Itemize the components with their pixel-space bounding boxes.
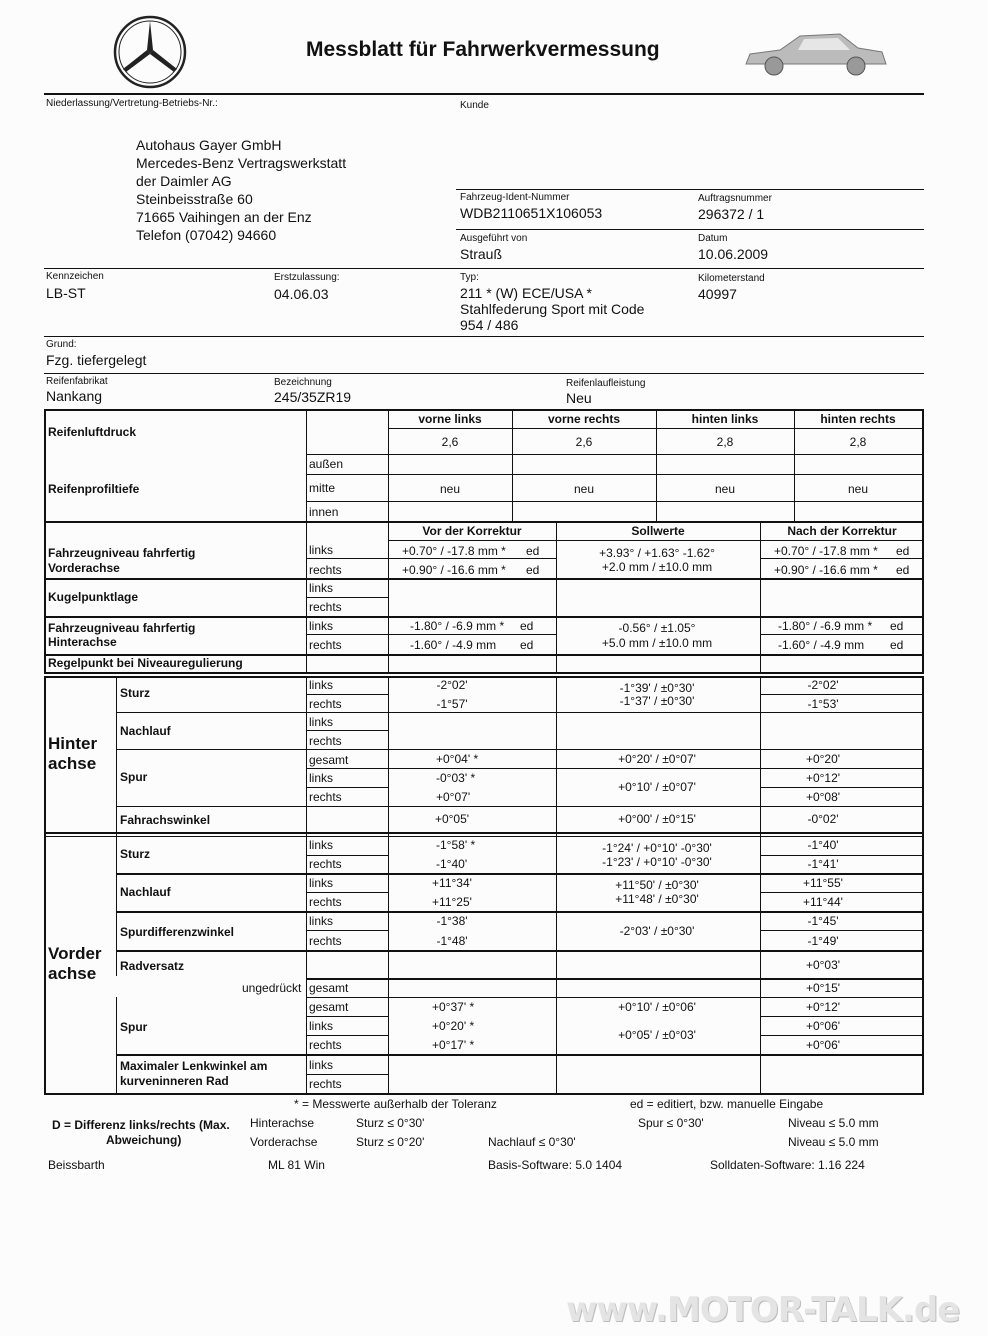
rear-target: +5.0 mm / ±10.0 mm: [601, 636, 713, 650]
ed-mark: ed: [526, 563, 540, 577]
order-label: Auftragsnummer: [698, 193, 772, 204]
row-gesamt: gesamt: [309, 753, 349, 767]
watermark: www.MOTOR-TALK.de: [566, 1290, 960, 1330]
table-col: [44, 836, 46, 1093]
pressure-value: 2,6: [441, 435, 459, 449]
front-spur-gesamt-after: +0°12': [805, 1000, 841, 1014]
front-target: +2.0 mm / ±10.0 mm: [601, 560, 713, 574]
front-target: +3.93° / +1.63° -1.62°: [599, 546, 715, 560]
sturz-hinten: Sturz ≤ 0°30': [356, 1116, 425, 1130]
rear-sturz-label: Sturz: [120, 686, 150, 700]
row-rechts: rechts: [309, 1077, 342, 1091]
tire-maker-label: Reifenfabrikat: [46, 376, 108, 387]
rear-level-label: Fahrzeugniveau fahrfertig: [48, 621, 196, 635]
table-rule: [44, 836, 924, 837]
vorderachse-label: Vorderachse: [250, 1135, 318, 1149]
rear-spur-links-after: +0°12': [805, 771, 841, 785]
note-ed: ed = editiert, bzw. manuelle Eingabe: [630, 1097, 824, 1111]
plate-label: Kennzeichen: [46, 271, 104, 282]
table-rule: [306, 730, 388, 731]
pressure-value: 2,8: [716, 435, 734, 449]
lenkwinkel-label: kurveninneren Rad: [120, 1074, 229, 1088]
row-links: links: [309, 619, 334, 633]
executed-label: Ausgeführt von: [460, 233, 528, 244]
diff-label: D = Differenz links/rechts (Max.: [52, 1118, 230, 1132]
table-rule: [760, 694, 924, 695]
divider: [44, 373, 924, 374]
table-rule: [760, 855, 924, 856]
row-rechts: rechts: [309, 638, 342, 652]
front-nachlauf-target: +11°50' / ±0°30': [615, 878, 699, 892]
row-rechts: rechts: [309, 563, 342, 577]
row-gesamt: gesamt: [309, 1000, 349, 1014]
front-links-after: +0.70° / -17.8 mm *: [774, 544, 878, 558]
model: ML 81 Win: [268, 1158, 325, 1172]
front-nachlauf-links-before: +11°34': [432, 876, 472, 890]
table-rule: [760, 1035, 924, 1036]
col-before: Vor der Korrektur: [422, 524, 522, 538]
ed-mark: ed: [520, 619, 534, 633]
table-rule: [760, 787, 924, 788]
ed-mark: ed: [896, 544, 910, 558]
table-col: [44, 409, 46, 521]
front-spur-rechts-before: +0°17' *: [432, 1038, 475, 1052]
front-sturz-links-after: -1°40': [807, 838, 839, 852]
table-rule: [44, 832, 924, 834]
ungedrueckt-after: +0°15': [805, 981, 841, 995]
table-rule: [44, 409, 924, 411]
header-rule: [44, 93, 924, 95]
table-rule: [116, 950, 924, 952]
dealer-line: 71665 Vaihingen an der Enz: [136, 209, 312, 225]
table-col: [306, 409, 307, 521]
front-nachlauf-links-after: +11°55': [803, 876, 843, 890]
rear-spur-gesamt-target: +0°20' / ±0°07': [618, 752, 696, 766]
rear-spur-rechts-before: +0°07': [436, 790, 471, 804]
hinterachse-label: Hinterachse: [250, 1116, 315, 1130]
front-spur-links-after: +0°06': [805, 1019, 841, 1033]
row-links: links: [309, 678, 334, 692]
tread-label: Reifenprofiltiefe: [48, 482, 140, 496]
km-value: 40997: [698, 286, 737, 302]
front-level-label: Vorderachse: [48, 561, 120, 575]
table-rule: [116, 911, 924, 913]
dealer-address: [136, 136, 346, 244]
front-sturz-links-before: -1°58' *: [436, 838, 476, 852]
table-col: [922, 836, 924, 1093]
front-sturz-rechts-after: -1°41': [807, 857, 839, 871]
tread-value: neu: [847, 482, 869, 496]
ed-mark: ed: [526, 544, 540, 558]
front-links-before: +0.70° / -17.8 mm *: [402, 544, 506, 558]
tread-value: neu: [714, 482, 736, 496]
rear-spur-gesamt-after: +0°20': [805, 752, 841, 766]
front-spur-gesamt-before: +0°37' *: [432, 1000, 475, 1014]
kugel-label: Kugelpunktlage: [48, 590, 139, 604]
front-sturz-rechts-before: -1°40': [436, 857, 468, 871]
pressure-value: 2,6: [575, 435, 593, 449]
fahrachs-after: -0°02': [807, 812, 839, 826]
rear-sturz-links-after: -2°02': [807, 678, 839, 692]
table-rule: [306, 997, 924, 998]
rear-links-after: -1.80° / -6.9 mm *: [778, 619, 873, 633]
table-col: [656, 409, 657, 521]
front-level-label: Fahrzeugniveau fahrfertig: [48, 546, 196, 560]
front-sturz-target: -1°24' / +0°10' -0°30': [602, 841, 712, 855]
row-rechts: rechts: [309, 895, 342, 909]
date-label: Datum: [698, 233, 728, 244]
table-rule: [44, 676, 924, 678]
pressure-value: 2,8: [849, 435, 867, 449]
tread-row-label: mitte: [309, 481, 336, 495]
radversatz-after: +0°03': [805, 958, 841, 972]
rear-level-label: Hinterachse: [48, 635, 117, 649]
col-hinten-links: hinten links: [691, 412, 759, 426]
front-sturz-label: Sturz: [120, 847, 150, 861]
table-col: [922, 676, 924, 836]
table-col: [922, 521, 924, 672]
diff-label: Abweichung): [106, 1133, 182, 1147]
table-rule: [760, 892, 924, 893]
table-rule: [760, 558, 924, 559]
row-links: links: [309, 581, 334, 595]
row-rechts: rechts: [309, 734, 342, 748]
table-rule: [44, 672, 924, 674]
ed-mark: ed: [890, 638, 904, 652]
table-col: [388, 521, 389, 672]
table-rule: [306, 694, 388, 695]
table-col: [116, 676, 117, 836]
km-label: Kilometerstand: [698, 273, 765, 284]
col-vorne-rechts: vorne rechts: [547, 412, 621, 426]
row-rechts: rechts: [309, 1038, 342, 1052]
tire-mileage-value: Neu: [566, 390, 592, 406]
spurdiff-rechts-after: -1°49': [807, 934, 839, 948]
table-rule: [306, 978, 924, 980]
row-links: links: [309, 876, 334, 890]
ungedrueckt-label: ungedrückt: [242, 981, 302, 995]
table-rule: [306, 474, 924, 475]
front-nachlauf-rechts-before: +11°25': [432, 895, 472, 909]
tread-row-label: innen: [309, 505, 339, 519]
table-rule: [116, 1054, 924, 1056]
car-silhouette-icon: [740, 24, 890, 84]
tire-desig-label: Bezeichnung: [274, 377, 332, 388]
basis-software: Basis-Software: 5.0 1404: [488, 1158, 623, 1172]
table-col: [388, 676, 389, 836]
table-col: [760, 521, 761, 672]
sturz-vorne: Sturz ≤ 0°20': [356, 1135, 425, 1149]
table-col: [388, 409, 389, 521]
dealer-line: Steinbeisstraße 60: [136, 191, 253, 207]
mercedes-star-logo: [112, 14, 188, 90]
table-rule: [388, 540, 924, 541]
table-rule: [306, 787, 388, 788]
table-rule: [306, 892, 388, 893]
type-label: Typ:: [460, 272, 479, 283]
table-col: [306, 676, 307, 836]
registration-label: Erstzulassung:: [274, 272, 340, 283]
table-col: [556, 521, 557, 672]
front-spur-links-before: +0°20' *: [432, 1019, 475, 1033]
vin-value: WDB2110651X106053: [460, 205, 603, 221]
table-rule: [116, 712, 924, 713]
table-rule: [760, 1016, 924, 1017]
row-rechts: rechts: [309, 934, 342, 948]
type-line: Stahlfederung Sport mit Code: [460, 301, 645, 317]
table-col: [388, 836, 389, 1093]
front-rechts-before: +0.90° / -16.6 mm *: [402, 563, 506, 577]
dealer-line: der Daimler AG: [136, 173, 232, 189]
row-links: links: [309, 771, 334, 785]
radversatz-label: Radversatz: [120, 959, 185, 973]
table-rule: [44, 578, 924, 580]
table-col: [116, 997, 117, 1093]
rear-axle-title: Hinter: [48, 734, 98, 753]
pressure-label: Reifenluftdruck: [48, 425, 137, 439]
col-target: Sollwerte: [631, 524, 685, 538]
dealer-line: Autohaus Gayer GmbH: [136, 137, 282, 153]
rear-spur-gesamt-before: +0°04' *: [436, 752, 479, 766]
table-rule: [306, 558, 556, 559]
front-nachlauf-label: Nachlauf: [120, 885, 171, 899]
vin-label: Fahrzeug-Ident-Nummer: [460, 192, 570, 203]
table-col: [306, 836, 307, 1093]
table-col: [44, 676, 46, 836]
fahrachs-label: Fahrachswinkel: [120, 813, 211, 827]
row-links: links: [309, 715, 334, 729]
customer-label: Kunde: [460, 100, 489, 111]
spurdiff-target: -2°03' / ±0°30': [619, 924, 695, 938]
rear-rechts-after: -1.60° / -4.9 mm: [778, 638, 865, 652]
tread-row-label: außen: [309, 457, 344, 471]
reason-label: Grund:: [46, 339, 77, 350]
table-col: [306, 521, 307, 672]
table-col: [556, 676, 557, 836]
table-col: [556, 836, 557, 1093]
row-rechts: rechts: [309, 600, 342, 614]
tire-desig-value: 245/35ZR19: [274, 389, 352, 405]
page-title: Messblatt für Fahrwerkvermessung: [306, 38, 660, 61]
row-rechts: rechts: [309, 857, 342, 871]
table-col: [922, 409, 924, 521]
table-rule: [44, 616, 924, 618]
row-rechts: rechts: [309, 790, 342, 804]
front-spur-rechts-after: +0°06': [805, 1038, 841, 1052]
type-line: 211 * (W) ECE/USA *: [460, 285, 593, 301]
rear-spur-label: Spur: [120, 770, 148, 784]
ed-mark: ed: [520, 638, 534, 652]
spurdiff-rechts-before: -1°48': [436, 934, 468, 948]
divider: [456, 229, 924, 230]
front-nachlauf-target: +11°48' / ±0°30': [615, 892, 699, 906]
rear-nachlauf-label: Nachlauf: [120, 724, 171, 738]
plate-value: LB-ST: [46, 285, 86, 301]
row-gesamt: gesamt: [309, 981, 349, 995]
row-links: links: [309, 838, 334, 852]
table-col: [794, 409, 795, 521]
executed-value: Strauß: [460, 246, 503, 262]
front-rechts-after: +0.90° / -16.6 mm *: [774, 563, 878, 577]
dealer-line: Mercedes-Benz Vertragswerkstatt: [136, 155, 347, 171]
reason-value: Fzg. tiefergelegt: [46, 352, 147, 368]
col-vorne-links: vorne links: [418, 412, 482, 426]
type-line: 954 / 486: [460, 317, 519, 333]
table-col: [512, 409, 513, 521]
registration-value: 04.06.03: [274, 286, 329, 302]
table-rule: [44, 1093, 924, 1095]
front-sturz-target: -1°23' / +0°10' -0°30': [602, 855, 712, 869]
ed-mark: ed: [890, 619, 904, 633]
lenkwinkel-label: Maximaler Lenkwinkel am: [120, 1059, 268, 1073]
fahrachs-target: +0°00' / ±0°15': [618, 812, 696, 826]
row-links: links: [309, 914, 334, 928]
date-value: 10.06.2009: [698, 246, 769, 262]
table-rule: [306, 597, 388, 598]
table-rule: [306, 1074, 388, 1075]
rear-target: -0.56° / ±1.05°: [618, 621, 696, 635]
col-after: Nach der Korrektur: [787, 524, 897, 538]
table-col: [44, 521, 46, 672]
rear-sturz-target: -1°39' / ±0°30': [619, 681, 695, 695]
order-value: 296372 / 1: [698, 206, 765, 222]
rear-spur-links-before: -0°03' *: [436, 771, 476, 785]
solldaten-software: Solldaten-Software: 1.16 224: [710, 1158, 865, 1172]
divider: [44, 336, 924, 337]
spurdiff-label: Spurdifferenzwinkel: [120, 925, 235, 939]
divider: [456, 189, 924, 190]
table-rule: [306, 634, 556, 635]
table-rule: [306, 1035, 388, 1036]
row-links: links: [309, 543, 334, 557]
front-spur-gesamt-target: +0°10' / ±0°06': [618, 1000, 696, 1014]
col-hinten-rechts: hinten rechts: [820, 412, 896, 426]
rear-spur-rechts-after: +0°08': [805, 790, 841, 804]
table-col: [760, 676, 761, 836]
table-col: [760, 836, 761, 1093]
front-spur-target: +0°05' / ±0°03': [618, 1028, 696, 1042]
front-nachlauf-rechts-after: +11°44': [803, 895, 843, 909]
table-rule: [760, 930, 924, 931]
table-rule: [306, 930, 388, 931]
rear-spur-target: +0°10' / ±0°07': [618, 780, 696, 794]
row-rechts: rechts: [309, 697, 342, 711]
tire-maker-value: Nankang: [46, 388, 103, 404]
table-rule: [306, 855, 388, 856]
table-rule: [116, 806, 924, 807]
nachlauf-vorne: Nachlauf ≤ 0°30': [488, 1135, 576, 1149]
table-rule: [116, 873, 924, 875]
tread-value: neu: [573, 482, 595, 496]
row-links: links: [309, 1058, 334, 1072]
dealer-line: Telefon (07042) 94660: [136, 227, 277, 243]
maker: Beissbarth: [48, 1158, 105, 1172]
rear-links-before: -1.80° / -6.9 mm *: [410, 619, 505, 633]
niveau-hinten: Niveau ≤ 5.0 mm: [788, 1116, 879, 1130]
table-rule: [306, 768, 924, 769]
fahrachs-before: +0°05': [434, 812, 470, 826]
rear-sturz-target: -1°37' / ±0°30': [619, 694, 695, 708]
table-rule: [760, 634, 924, 635]
spurdiff-links-after: -1°45': [807, 914, 839, 928]
type-value: [460, 285, 644, 333]
niveau-vorne: Niveau ≤ 5.0 mm: [788, 1135, 879, 1149]
table-rule: [116, 749, 924, 750]
rear-rechts-before: -1.60° / -4.9 mm: [410, 638, 497, 652]
row-links: links: [309, 1019, 334, 1033]
rear-sturz-rechts-before: -1°57': [436, 697, 468, 711]
regel-label: Regelpunkt bei Niveauregulierung: [48, 656, 243, 670]
front-axle-title: achse: [48, 964, 97, 983]
table-rule: [306, 454, 924, 455]
table-rule: [306, 1016, 388, 1017]
tread-value: neu: [439, 482, 461, 496]
table-rule: [44, 521, 924, 523]
table-rule: [306, 501, 924, 502]
divider: [44, 268, 924, 269]
front-spur-label: Spur: [120, 1020, 148, 1034]
rear-sturz-links-before: -2°02': [436, 678, 468, 692]
branch-label: Niederlassung/Vertretung-Betriebs-Nr.:: [46, 98, 218, 109]
front-axle-title: Vorder: [48, 944, 102, 963]
note-star: * = Messwerte außerhalb der Toleranz: [294, 1097, 497, 1111]
tire-mileage-label: Reifenlaufleistung: [566, 378, 646, 389]
ed-mark: ed: [896, 563, 910, 577]
spurdiff-links-before: -1°38': [436, 914, 468, 928]
table-col: [116, 836, 117, 976]
spur-hinten: Spur ≤ 0°30': [638, 1116, 704, 1130]
rear-sturz-rechts-after: -1°53': [807, 697, 839, 711]
rear-axle-title: achse: [48, 754, 97, 773]
